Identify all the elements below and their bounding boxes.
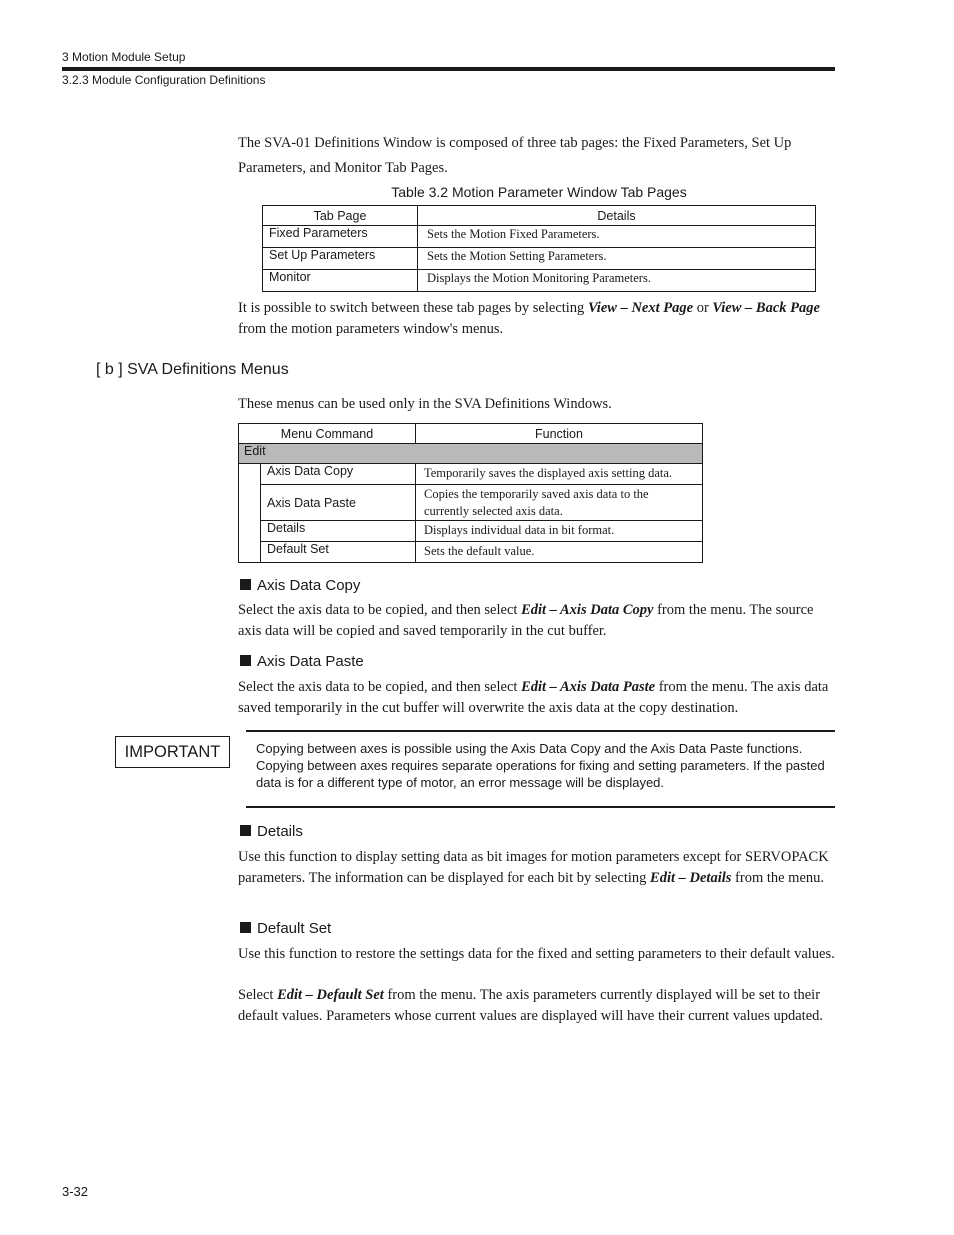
function-cell: Copies the temporarily saved axis data to the currently selected axis data. (416, 485, 703, 521)
heading-text: Default Set (257, 920, 332, 937)
details-paragraph (238, 847, 838, 888)
running-header-section: 3.2.3 Module Configuration Definitions (62, 73, 266, 87)
heading-text: Axis Data Copy (257, 577, 361, 594)
menu-command-cell: Axis Data Copy (261, 464, 416, 485)
details-cell: Sets the Motion Setting Parameters. (418, 248, 816, 270)
square-bullet-icon (240, 579, 251, 590)
axis-data-copy-heading (240, 577, 360, 594)
table-header-row (263, 206, 816, 226)
text-run: It is possible to switch between these tab pages by selecting (238, 300, 588, 316)
subsection-heading: [ b ] SVA Definitions Menus (96, 361, 289, 378)
page-number: 3-32 (62, 1184, 89, 1199)
table-group-row (239, 444, 703, 464)
header-rule (62, 67, 835, 71)
menu-command-ref: Edit – Details (650, 869, 732, 886)
text-run: from the menu. The source axis data will be copied and saved temporarily in the cut buffer. (238, 602, 814, 639)
table-header-row (239, 424, 703, 444)
menu-command-cell: Default Set (261, 542, 416, 563)
text-run: from the menu. (731, 869, 825, 886)
column-header-tab-page: Tab Page (263, 206, 418, 226)
heading-text: Axis Data Paste (257, 653, 364, 670)
intro-paragraph: The SVA-01 Definitions Window is composed of three tab pages: the Fixed Parameters, Set Up Parameters, and Monitor Tab Pages. (238, 135, 792, 176)
indent-cell (239, 464, 261, 563)
table-row (263, 270, 816, 292)
function-cell: Displays individual data in bit format. (416, 521, 703, 542)
square-bullet-icon (240, 922, 251, 933)
text-run: Select the axis data to be copied, and then select (238, 679, 522, 695)
menu-command-ref: Edit – Axis Data Copy (521, 602, 654, 618)
table-row (263, 248, 816, 270)
menu-command-ref: Edit – Axis Data Paste (521, 679, 656, 695)
function-cell: Temporarily saves the displayed axis setting data. (416, 464, 703, 485)
menu-command-ref: Edit – Default Set (277, 987, 384, 1003)
square-bullet-icon (240, 655, 251, 666)
tab-page-cell: Monitor (263, 270, 418, 292)
table-row (239, 485, 703, 521)
table-row (239, 464, 703, 485)
running-header-chapter: 3 Motion Module Setup (62, 50, 186, 64)
menu-command-cell: Axis Data Paste (261, 485, 416, 521)
text-run: Select (238, 987, 278, 1003)
menu-command-table (238, 423, 703, 563)
default-set-heading (240, 920, 331, 937)
tab-pages-table (262, 205, 816, 292)
details-heading (240, 823, 303, 840)
text-run: Use this function to display setting data as bit images for motion parameters except for SERVOPACK parameters. The information can be displayed for each bit by selecting (238, 849, 829, 886)
default-set-paragraph-2 (238, 985, 838, 1026)
text-run: Select the axis data to be copied, and then select (238, 602, 522, 618)
menu-group-edit: Edit (239, 444, 703, 464)
table-row (239, 542, 703, 563)
text-run: from the motion parameters window's menus. (238, 320, 504, 337)
axis-data-paste-paragraph (238, 677, 838, 718)
table-caption: Table 3.2 Motion Parameter Window Tab Pages (391, 184, 687, 200)
table-row (263, 226, 816, 248)
square-bullet-icon (240, 825, 251, 836)
details-cell: Displays the Motion Monitoring Parameters. (418, 270, 816, 292)
text-run: from the menu. The axis parameters currently displayed will be set to their default values. Parameters whose current values are displayed will have their current values updated. (238, 987, 824, 1024)
column-header-menu-command: Menu Command (239, 424, 416, 444)
function-cell: Sets the default value. (416, 542, 703, 563)
menus-intro-paragraph: These menus can be used only in the SVA Definitions Windows. (238, 396, 612, 412)
menu-command-ref: View – Back Page (712, 300, 820, 316)
details-cell: Sets the Motion Fixed Parameters. (418, 226, 816, 248)
important-rule-top (246, 730, 835, 732)
column-header-details: Details (418, 206, 816, 226)
important-rule-bottom (246, 806, 835, 808)
menu-command-cell: Details (261, 521, 416, 542)
important-note-text: Copying between axes is possible using the Axis Data Copy and the Axis Data Paste functions. Copying between axes requires separate operations for fixing and setting parameters. If the pasted data is for a different type of motor, an error message will be displayed. (256, 741, 825, 790)
default-set-paragraph-1: Use this function to restore the settings data for the fixed and setting parameters to their default values. (238, 946, 835, 962)
tab-switch-paragraph (238, 298, 838, 339)
text-run: or (693, 300, 713, 316)
important-label: IMPORTANT (115, 736, 230, 768)
heading-text: Details (257, 823, 303, 840)
axis-data-copy-paragraph (238, 600, 838, 641)
axis-data-paste-heading (240, 653, 364, 670)
tab-page-cell: Set Up Parameters (263, 248, 418, 270)
tab-page-cell: Fixed Parameters (263, 226, 418, 248)
text-run: from the menu. The axis data saved temporarily in the cut buffer will overwrite the axis data at the copy destination. (238, 679, 829, 716)
column-header-function: Function (416, 424, 703, 444)
table-row (239, 521, 703, 542)
menu-command-ref: View – Next Page (587, 300, 694, 316)
